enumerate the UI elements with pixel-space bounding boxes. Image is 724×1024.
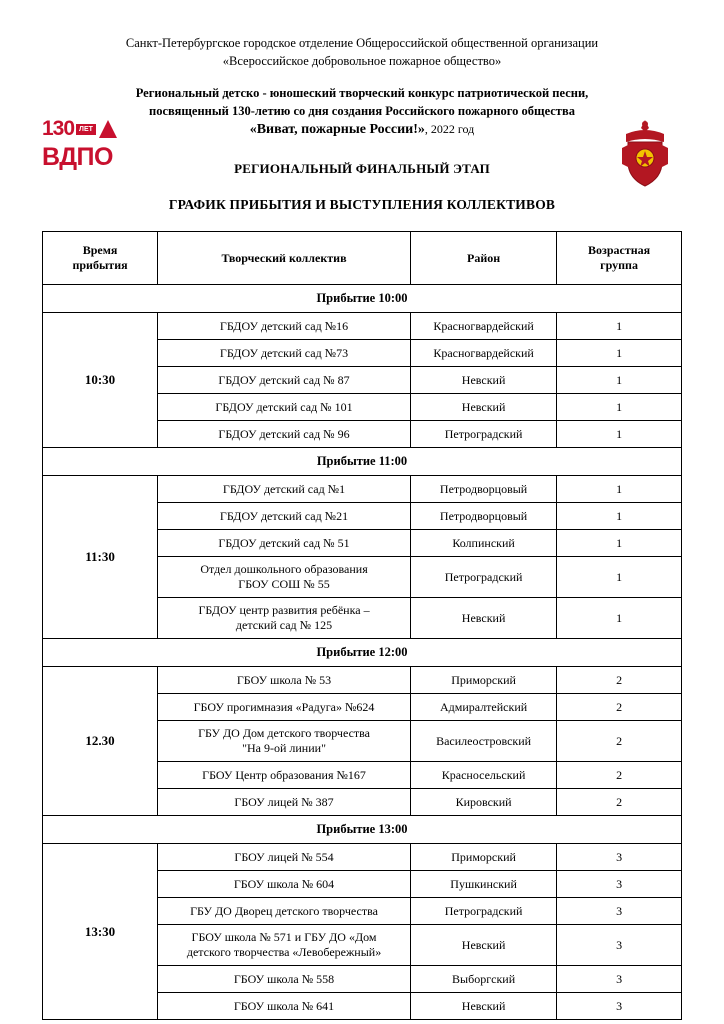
age-group-cell: 2 xyxy=(557,667,682,694)
arrival-time-label: Прибытие 10:00 xyxy=(43,285,682,313)
schedule-table-wrapper xyxy=(42,231,682,1020)
district-cell: Невский xyxy=(411,367,557,394)
table-body xyxy=(43,285,682,1020)
page-title: ГРАФИК ПРИБЫТИЯ И ВЫСТУПЛЕНИЯ КОЛЛЕКТИВОВ xyxy=(168,197,556,212)
district-cell: Приморский xyxy=(411,667,557,694)
team-cell: ГБДОУ детский сад №21 xyxy=(158,503,411,530)
district-cell: Петроградский xyxy=(411,898,557,925)
district-cell: Красносельский xyxy=(411,762,557,789)
team-cell: ГБОУ школа № 53 xyxy=(158,667,411,694)
age-group-cell: 1 xyxy=(557,313,682,340)
table-row xyxy=(43,844,682,871)
district-cell: Колпинский xyxy=(411,530,557,557)
age-group-cell: 1 xyxy=(557,340,682,367)
age-group-cell: 3 xyxy=(557,844,682,871)
team-cell: ГБДОУ детский сад №73 xyxy=(158,340,411,367)
arrival-banner-row xyxy=(43,816,682,844)
organization-line-2: «Всероссийское добровольное пожарное общество» xyxy=(222,54,502,68)
schedule-table xyxy=(42,231,682,1020)
team-cell: ГБДОУ детский сад № 51 xyxy=(158,530,411,557)
team-cell: ГБДОУ детский сад № 96 xyxy=(158,421,411,448)
arrival-time-label: Прибытие 12:00 xyxy=(43,639,682,667)
district-cell: Кировский xyxy=(411,789,557,816)
column-header-age xyxy=(557,232,682,285)
age-group-cell: 3 xyxy=(557,898,682,925)
team-cell: ГБОУ школа № 558 xyxy=(158,966,411,993)
age-group-cell: 2 xyxy=(557,762,682,789)
arrival-banner-row xyxy=(43,639,682,667)
age-group-cell: 1 xyxy=(557,598,682,639)
table-row xyxy=(43,476,682,503)
arrival-banner-row xyxy=(43,285,682,313)
age-group-cell: 1 xyxy=(557,421,682,448)
performance-time-cell: 13:30 xyxy=(43,844,158,1020)
district-cell: Невский xyxy=(411,394,557,421)
contest-line-1: Региональный детско - юношеский творческий конкурс патриотической песни, xyxy=(135,86,589,100)
district-cell: Пушкинский xyxy=(411,871,557,898)
column-header-district: Район xyxy=(411,232,557,285)
column-header-time-line2: прибытия xyxy=(72,258,128,272)
team-cell: ГБДОУ детский сад №1 xyxy=(158,476,411,503)
age-group-cell: 1 xyxy=(557,557,682,598)
document-header xyxy=(0,0,724,213)
performance-time-cell: 11:30 xyxy=(43,476,158,639)
team-cell: ГБУ ДО Дом детского творчества "На 9-ой линии" xyxy=(158,721,411,762)
age-group-cell: 3 xyxy=(557,966,682,993)
district-cell: Невский xyxy=(411,925,557,966)
logo-top-row xyxy=(42,116,138,142)
vdpo-emblem-icon xyxy=(618,118,672,190)
contest-title-row xyxy=(56,120,668,139)
district-cell: Петродворцовый xyxy=(411,476,557,503)
contest-description xyxy=(56,84,668,139)
arrival-time-label: Прибытие 11:00 xyxy=(43,448,682,476)
table-row xyxy=(43,667,682,694)
column-header-time xyxy=(43,232,158,285)
contest-line-2: посвященный 130-летию со дня создания Российского пожарного общества xyxy=(149,104,575,118)
team-cell: ГБУ ДО Дворец детского творчества xyxy=(158,898,411,925)
age-group-cell: 2 xyxy=(557,694,682,721)
table-header xyxy=(43,232,682,285)
district-cell: Невский xyxy=(411,993,557,1020)
flame-icon xyxy=(99,120,117,138)
vdpo-130-logo xyxy=(42,116,138,172)
team-cell: ГБДОУ детский сад № 87 xyxy=(158,367,411,394)
district-cell: Приморский xyxy=(411,844,557,871)
team-cell: ГБОУ лицей № 554 xyxy=(158,844,411,871)
district-cell: Адмиралтейский xyxy=(411,694,557,721)
age-group-cell: 3 xyxy=(557,925,682,966)
team-cell: ГБДОУ центр развития ребёнка – детский сад № 125 xyxy=(158,598,411,639)
age-group-cell: 1 xyxy=(557,394,682,421)
arrival-time-label: Прибытие 13:00 xyxy=(43,816,682,844)
contest-year: , 2022 год xyxy=(424,122,475,136)
logo-anniversary-badge: ЛЕТ xyxy=(76,124,96,135)
contest-title: «Виват, пожарные России!» xyxy=(249,122,425,137)
performance-time-cell: 12.30 xyxy=(43,667,158,816)
performance-time-cell: 10:30 xyxy=(43,313,158,448)
district-cell: Невский xyxy=(411,598,557,639)
team-cell: ГБОУ прогимназия «Радуга» №624 xyxy=(158,694,411,721)
age-group-cell: 2 xyxy=(557,789,682,816)
team-cell: ГБОУ Центр образования №167 xyxy=(158,762,411,789)
age-group-cell: 1 xyxy=(557,503,682,530)
age-group-cell: 1 xyxy=(557,367,682,394)
district-cell: Петродворцовый xyxy=(411,503,557,530)
table-header-row xyxy=(43,232,682,285)
organization-line-1: Санкт-Петербургское городское отделение Общероссийской общественной организации xyxy=(125,36,599,50)
team-cell: ГБОУ лицей № 387 xyxy=(158,789,411,816)
age-group-cell: 1 xyxy=(557,476,682,503)
age-group-cell: 3 xyxy=(557,993,682,1020)
column-header-age-line2: группа xyxy=(600,258,638,272)
age-group-cell: 2 xyxy=(557,721,682,762)
team-cell: ГБОУ школа № 604 xyxy=(158,871,411,898)
district-cell: Василеостровский xyxy=(411,721,557,762)
age-group-cell: 3 xyxy=(557,871,682,898)
logo-anniversary-number: 130 xyxy=(42,117,75,140)
team-cell: ГБОУ школа № 571 и ГБУ ДО «Дом детского творчества «Левобережный» xyxy=(158,925,411,966)
district-cell: Красногвардейский xyxy=(411,313,557,340)
team-cell: ГБОУ школа № 641 xyxy=(158,993,411,1020)
team-cell: ГБДОУ детский сад № 101 xyxy=(158,394,411,421)
column-header-team: Творческий коллектив xyxy=(158,232,411,285)
district-cell: Красногвардейский xyxy=(411,340,557,367)
logo-org-abbreviation: ВДПО xyxy=(42,143,113,171)
team-cell: Отдел дошкольного образования ГБОУ СОШ № 55 xyxy=(158,557,411,598)
team-cell: ГБДОУ детский сад №16 xyxy=(158,313,411,340)
district-cell: Петроградский xyxy=(411,421,557,448)
arrival-banner-row xyxy=(43,448,682,476)
stage-title: РЕГИОНАЛЬНЫЙ ФИНАЛЬНЫЙ ЭТАП xyxy=(234,161,490,176)
column-header-age-line1: Возрастная xyxy=(588,243,651,257)
district-cell: Выборгский xyxy=(411,966,557,993)
column-header-time-line1: Время xyxy=(82,243,118,257)
district-cell: Петроградский xyxy=(411,557,557,598)
age-group-cell: 1 xyxy=(557,530,682,557)
table-row xyxy=(43,313,682,340)
